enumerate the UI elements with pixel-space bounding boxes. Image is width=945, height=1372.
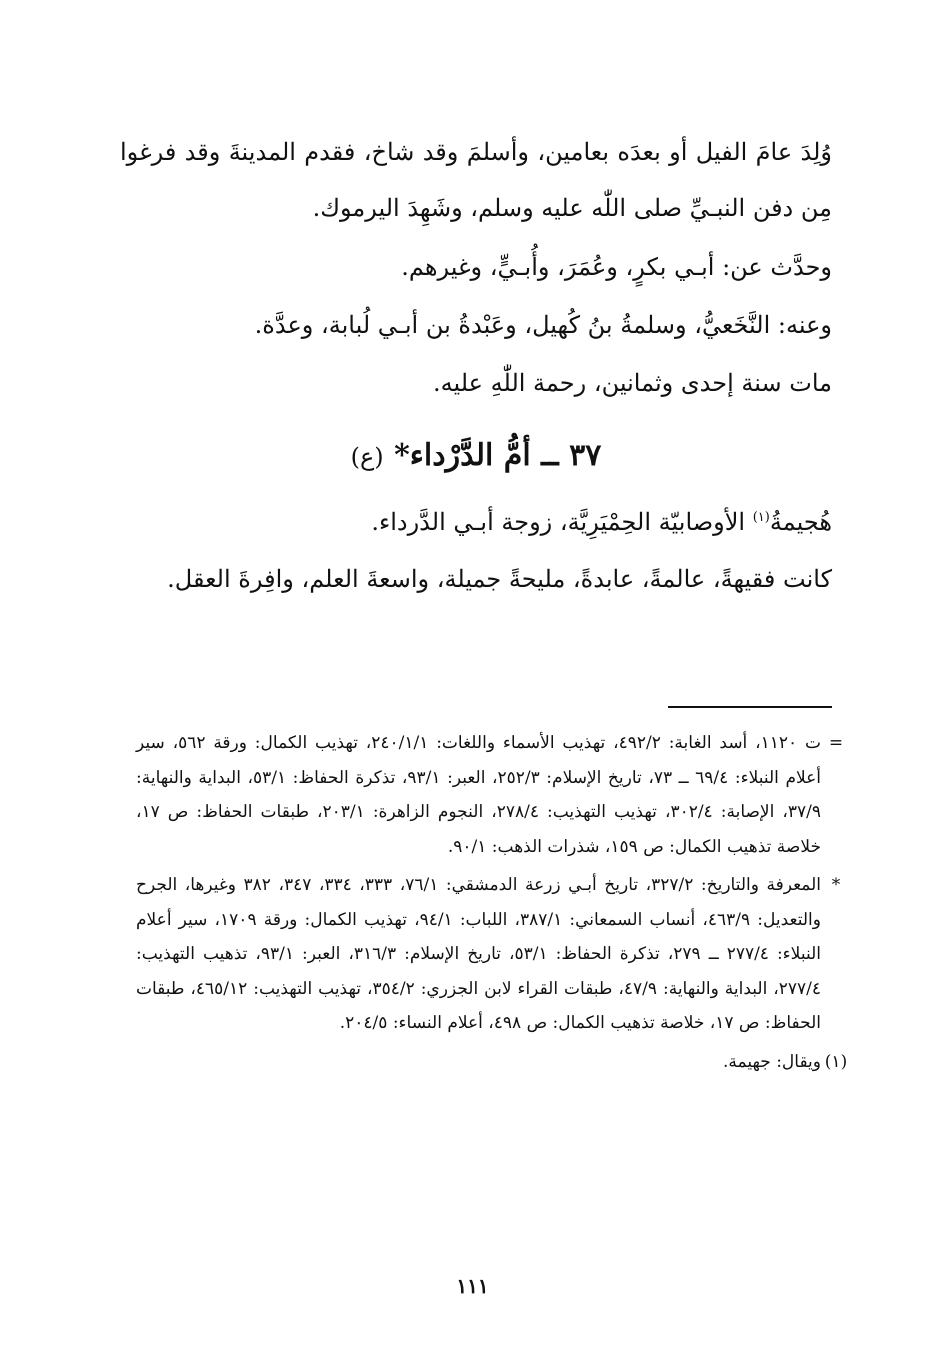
entry-name-rest: الأوصابيّة الحِمْيَرِيَّة، زوجة أبـي الدَّرداء. [371,508,753,536]
entry-name: هُجيمةُ [769,508,832,536]
paragraph-birth: وُلِدَ عامَ الفيل أو بعدَه بعامين، وأسلمَ وقد شاخ، فقدم المدينةَ وقد فرغوا مِن دفن النبـيِّ صلى اللّٰه عليه وسلم، وشَهِدَ اليرموك. [120,138,832,222]
footnote-ref: (١) [752,510,770,525]
entry-name-line [120,489,832,551]
entry-title: ٣٧ ــ أمُّ الدَّرْداء* [394,438,602,473]
footnotes [136,726,851,1079]
footnote-mark: = [828,733,844,753]
footnote-item [136,726,851,864]
footnote-text: المعرفة والتاريخ: ٣٢٧/٢، تاريخ أبـي زرعة الدمشقي: ٧٦/١، ٣٣٣، ٣٣٤، ٣٤٧، ٣٨٢ وغيرها، الجرح والتعديل: ٤٦٣/٩، أنساب السمعاني: ٣٨٧/١، اللباب: ٩٤/١، تهذيب الكمال: ورقة ١٧٠٩، سير أعلام النبلاء: ٢٧٧/٤ ــ ٢٧٩، تذكرة الحفاظ: ٥٣/١، تاريخ الإسلام: ٣١٦/٣، العبر: ٩٣/١، تذهيب التهذيب: ٢٧٧/٤، البداية والنهاية: ٤٧/٩، طبقات القراء لابن الجزري: ٣٥٤/٢، تهذيب التهذيب: ٤٦٥/١٢، طبقات الحفاظ: ص ١٧، خلاصة تذهيب الكمال: ص ٤٩٨، أعلام النساء: ٢٠٤/٥. [136,875,822,1033]
footnote-item [136,1045,851,1080]
footnote-mark: * [831,875,841,895]
entry-code: (ع) [350,443,384,471]
footnote-text: ويقال: جهيمة. [722,1051,821,1072]
main-text [120,124,832,607]
page-number: ١١١ [456,1274,489,1298]
entry-heading [120,426,832,487]
footnote-text: ت ١١٢٠، أسد الغابة: ٤٩٢/٢، تهذيب الأسماء واللغات: ٢٤٠/١/١، تهذيب الكمال: ورقة ٥٦٢، سير أعلام النبلاء: ٦٩/٤ ــ ٧٣، تاريخ الإسلام: ٢٥٢/٣، العبر: ٩٣/١، تذكرة الحفاظ: ٥٣/١، البداية والنهاية: ٣٧/٩، الإصابة: ٣٠٢/٤، تهذيب التهذيب: ٢٧٨/٤، النجوم الزاهرة: ٢٠٣/١، طبقات الحفاظ: ص ١٧، خلاصة تذهيب الكمال: ص ١٥٩، شذرات الذهب: ٩٠/١. [136,733,822,857]
footnote-item [136,868,851,1041]
paragraph-narrated-by: وعنه: النَّخَعيُّ، وسلمةُ بنُ كُهيل، وعَبْدةُ بن أبـي لُبابة، وعدَّة. [254,311,832,339]
entry-description: كانت فقيهةً، عالمةً، عابدةً، مليحةً جميلة، واسعةَ العلم، وافِرةَ العقل. [167,565,832,593]
paragraph-death: مات سنة إحدى وثمانين، رحمة اللّٰهِ عليه. [433,369,832,397]
footnote-mark: (١) [824,1051,848,1072]
paragraph-narrated-from: وحدَّث عن: أبـي بكرٍ، وعُمَرَ، وأُبـيٍّ، وغيرهم. [401,253,832,281]
footnote-divider [668,706,832,708]
